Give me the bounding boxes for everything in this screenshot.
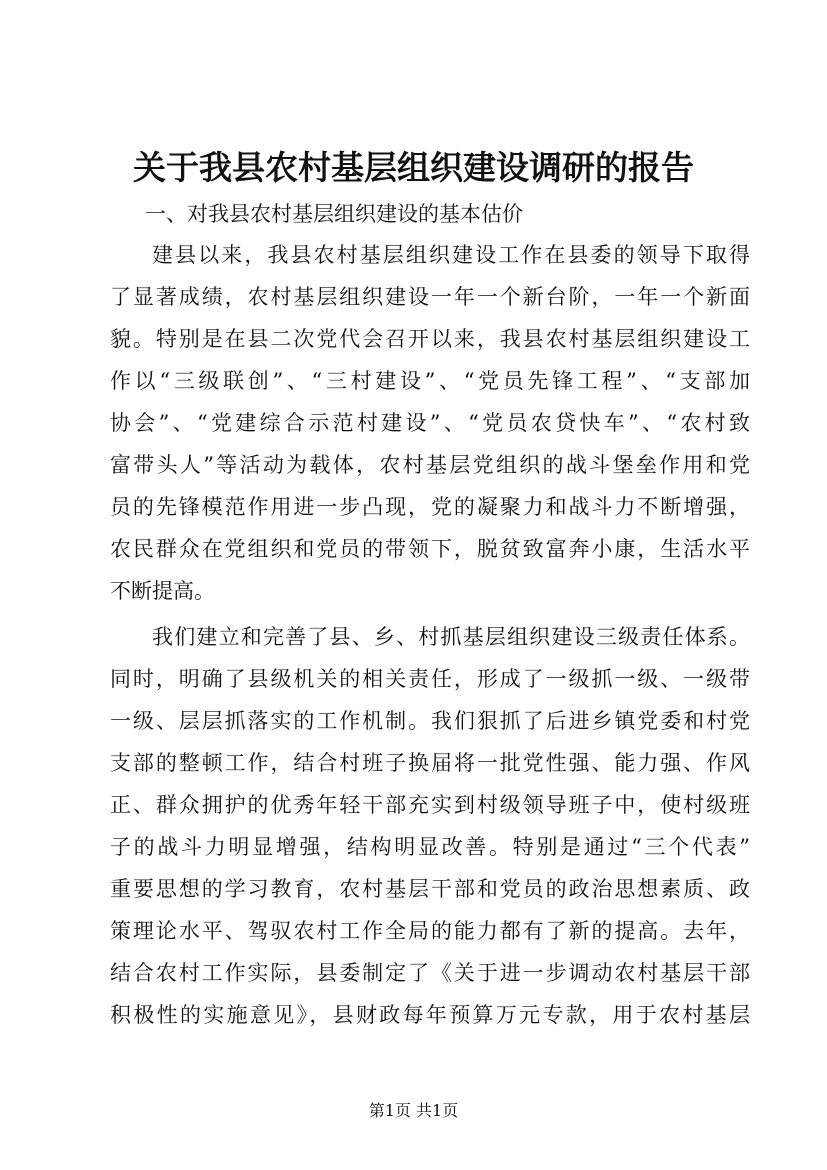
paragraph-line: 了显著成绩，农村基层组织建设一年一个新台阶，一年一个新面 — [110, 285, 750, 309]
paragraph-line: 子的战斗力明显增强，结构明显改善。特别是通过“三个代表” — [110, 835, 750, 859]
paragraph-line: 同时，明确了县级机关的相关责任，形成了一级抓一级、一级带 — [110, 667, 750, 691]
paragraph-line: 支部的整顿工作，结合村班子换届将一批党性强、能力强、作风 — [110, 751, 750, 775]
paragraph-line: 富带头人”等活动为载体，农村基层党组织的战斗堡垒作用和党 — [110, 453, 750, 477]
paragraph-line: 积极性的实施意见》，县财政每年预算万元专款，用于农村基层 — [110, 1003, 750, 1027]
document-title: 关于我县农村基层组织建设调研的报告 — [133, 148, 694, 187]
paragraph-line: 貌。特别是在县二次党代会召开以来，我县农村基层组织建设工 — [110, 327, 750, 351]
section-heading: 一、对我县农村基层组织建设的基本估价 — [145, 202, 523, 226]
paragraph-line: 正、群众拥护的优秀年轻干部充实到村级领导班子中，使村级班 — [110, 793, 750, 817]
paragraph-line: 建县以来，我县农村基层组织建设工作在县委的领导下取得 — [152, 243, 750, 267]
paragraph-1 — [110, 234, 750, 612]
page-footer: 第1页 共1页 — [368, 1101, 459, 1120]
paragraph-line: 协会”、“党建综合示范村建设”、“党员农贷快车”、“农村致 — [110, 411, 750, 435]
paragraph-2 — [110, 616, 750, 1036]
paragraph-line: 不断提高。 — [110, 579, 215, 603]
paragraph-line: 一级、层层抓落实的工作机制。我们狠抓了后进乡镇党委和村党 — [110, 709, 750, 733]
paragraph-line: 策理论水平、驾驭农村工作全局的能力都有了新的提高。去年， — [110, 919, 750, 943]
paragraph-line: 员的先锋模范作用进一步凸现，党的凝聚力和战斗力不断增强， — [110, 495, 750, 519]
paragraph-line: 重要思想的学习教育，农村基层干部和党员的政治思想素质、政 — [110, 877, 750, 901]
paragraph-line: 作以“三级联创”、“三村建设”、“党员先锋工程”、“支部加 — [110, 369, 750, 393]
paragraph-line: 农民群众在党组织和党员的带领下，脱贫致富奔小康，生活水平 — [110, 537, 750, 561]
paragraph-line: 结合农村工作实际，县委制定了《关于进一步调动农村基层干部 — [110, 961, 750, 985]
paragraph-line: 我们建立和完善了县、乡、村抓基层组织建设三级责任体系。 — [152, 625, 750, 649]
